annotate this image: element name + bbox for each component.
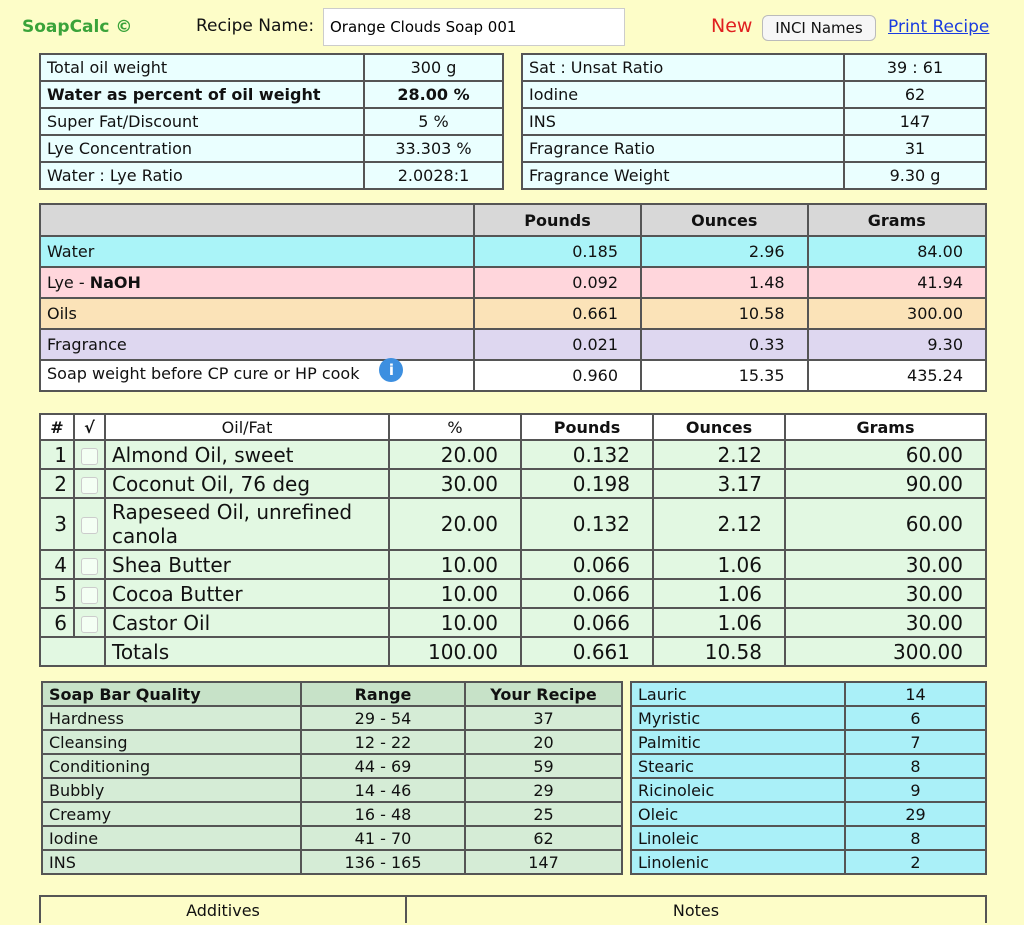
fatty-acid-value: 14 xyxy=(845,682,986,706)
weights-header-row xyxy=(40,204,986,236)
stat-label: Total oil weight xyxy=(40,54,364,81)
quality-row xyxy=(42,778,622,802)
soap-weight-label: Soap weight before CP cure or HP cook xyxy=(47,363,360,383)
oil-row xyxy=(40,579,986,608)
oil-ounces: 2.12 xyxy=(653,498,785,550)
oil-ounces: 2.12 xyxy=(653,440,785,469)
header-range: Range xyxy=(301,682,465,706)
soap-weight-row xyxy=(40,360,986,391)
row-label xyxy=(40,360,474,391)
oil-name xyxy=(105,498,389,550)
fatty-acid-name: Stearic xyxy=(631,754,845,778)
quality-row xyxy=(42,730,622,754)
notes-header: Notes xyxy=(406,896,986,923)
oil-pct: 10.00 xyxy=(389,550,521,579)
totals-row xyxy=(40,637,986,666)
totals-grams: 300.00 xyxy=(785,637,986,666)
oil-grams: 30.00 xyxy=(785,579,986,608)
stat-value: 28.00 % xyxy=(364,81,503,108)
oil-pounds: 0.198 xyxy=(521,469,653,498)
oil-check[interactable] xyxy=(74,498,105,550)
oil-checkbox[interactable] xyxy=(81,587,98,604)
stat-row xyxy=(40,54,503,81)
row-label xyxy=(40,267,474,298)
quality-row xyxy=(42,706,622,730)
oil-num: 2 xyxy=(40,469,74,498)
oils-row xyxy=(40,298,986,329)
oil-pct: 30.00 xyxy=(389,469,521,498)
additives-header: Additives xyxy=(40,896,406,923)
lye-type: NaOH xyxy=(89,273,141,292)
stat-value: 2.0028:1 xyxy=(364,162,503,189)
oil-name-line2: canola xyxy=(112,524,178,548)
stat-row xyxy=(522,81,986,108)
oil-grams: 30.00 xyxy=(785,608,986,637)
oil-row xyxy=(40,469,986,498)
quality-name: INS xyxy=(42,850,301,874)
quality-row xyxy=(42,802,622,826)
oil-pct: 20.00 xyxy=(389,498,521,550)
fatty-acid-value: 8 xyxy=(845,754,986,778)
quality-range: 16 - 48 xyxy=(301,802,465,826)
fatty-acid-value: 2 xyxy=(845,850,986,874)
ounces-value: 1.48 xyxy=(641,267,808,298)
oil-num: 6 xyxy=(40,608,74,637)
soap-quality-table xyxy=(41,681,623,875)
stat-label: INS xyxy=(522,108,844,135)
grams-value: 41.94 xyxy=(808,267,986,298)
totals-ounces: 10.58 xyxy=(653,637,785,666)
oil-num: 3 xyxy=(40,498,74,550)
oil-pounds: 0.066 xyxy=(521,579,653,608)
fatty-acid-value: 6 xyxy=(845,706,986,730)
quality-name: Conditioning xyxy=(42,754,301,778)
fatty-acid-table xyxy=(630,681,987,875)
header-quality: Soap Bar Quality xyxy=(42,682,301,706)
ounces-value: 0.33 xyxy=(641,329,808,360)
oil-row xyxy=(40,498,986,550)
fatty-acid-row xyxy=(631,778,986,802)
oil-name: Almond Oil, sweet xyxy=(105,440,389,469)
quality-name: Hardness xyxy=(42,706,301,730)
header-your-recipe: Your Recipe xyxy=(465,682,622,706)
additives-notes-table xyxy=(39,895,987,923)
oil-name: Cocoa Butter xyxy=(105,579,389,608)
fatty-acid-row xyxy=(631,682,986,706)
stat-label: Fragrance Ratio xyxy=(522,135,844,162)
header-pounds: Pounds xyxy=(521,414,653,440)
totals-pct: 100.00 xyxy=(389,637,521,666)
stat-row xyxy=(522,108,986,135)
stat-row xyxy=(522,135,986,162)
fatty-acid-name: Myristic xyxy=(631,706,845,730)
recipe-name-label: Recipe Name: xyxy=(196,16,315,36)
pounds-value: 0.960 xyxy=(474,360,641,391)
quality-range: 14 - 46 xyxy=(301,778,465,802)
stat-label: Lye Concentration xyxy=(40,135,364,162)
pounds-value: 0.185 xyxy=(474,236,641,267)
stat-value: 5 % xyxy=(364,108,503,135)
oil-name: Coconut Oil, 76 deg xyxy=(105,469,389,498)
fatty-acid-name: Oleic xyxy=(631,802,845,826)
fatty-acid-name: Ricinoleic xyxy=(631,778,845,802)
oil-grams: 60.00 xyxy=(785,498,986,550)
stat-row xyxy=(40,162,503,189)
quality-value: 20 xyxy=(465,730,622,754)
oil-grams: 90.00 xyxy=(785,469,986,498)
oil-num: 1 xyxy=(40,440,74,469)
quality-range: 44 - 69 xyxy=(301,754,465,778)
quality-row xyxy=(42,826,622,850)
stat-value: 33.303 % xyxy=(364,135,503,162)
oil-checkbox[interactable] xyxy=(81,616,98,633)
pounds-value: 0.092 xyxy=(474,267,641,298)
oil-name: Castor Oil xyxy=(105,608,389,637)
ounces-value: 15.35 xyxy=(641,360,808,391)
fatty-acid-row xyxy=(631,730,986,754)
lye-row xyxy=(40,267,986,298)
oil-ounces: 1.06 xyxy=(653,579,785,608)
oil-row xyxy=(40,550,986,579)
new-link[interactable]: New xyxy=(711,15,753,37)
header-num: # xyxy=(40,414,74,440)
grams-value: 435.24 xyxy=(808,360,986,391)
oil-check[interactable] xyxy=(74,440,105,469)
oil-num: 5 xyxy=(40,579,74,608)
stat-value: 300 g xyxy=(364,54,503,81)
oils-table xyxy=(39,413,987,667)
quality-name: Bubbly xyxy=(42,778,301,802)
recipe-properties-table xyxy=(521,53,987,190)
quality-name: Creamy xyxy=(42,802,301,826)
header-check: √ xyxy=(74,414,105,440)
oil-pounds: 0.066 xyxy=(521,550,653,579)
quality-row xyxy=(42,850,622,874)
oils-header-row xyxy=(40,414,986,440)
stat-row xyxy=(40,108,503,135)
oil-grams: 60.00 xyxy=(785,440,986,469)
quality-value: 147 xyxy=(465,850,622,874)
quality-row xyxy=(42,754,622,778)
quality-header-row xyxy=(42,682,622,706)
header-pct: % xyxy=(389,414,521,440)
totals-blank xyxy=(40,637,105,666)
weights-table xyxy=(39,203,987,392)
additives-header-row xyxy=(40,896,986,923)
lye-label: Lye - xyxy=(47,273,90,292)
fatty-acid-value: 8 xyxy=(845,826,986,850)
quality-value: 29 xyxy=(465,778,622,802)
fatty-acid-name: Palmitic xyxy=(631,730,845,754)
oil-checkbox[interactable] xyxy=(81,517,98,534)
fatty-acid-row xyxy=(631,754,986,778)
stat-label: Fragrance Weight xyxy=(522,162,844,189)
header-grams: Grams xyxy=(808,204,986,236)
stat-value: 147 xyxy=(844,108,986,135)
stat-value: 39 : 61 xyxy=(844,54,986,81)
stat-value: 31 xyxy=(844,135,986,162)
oil-check[interactable] xyxy=(74,579,105,608)
pounds-value: 0.021 xyxy=(474,329,641,360)
quality-value: 37 xyxy=(465,706,622,730)
stat-label: Water as percent of oil weight xyxy=(40,81,364,108)
oil-checkbox[interactable] xyxy=(81,558,98,575)
quality-value: 62 xyxy=(465,826,622,850)
fatty-acid-name: Linolenic xyxy=(631,850,845,874)
oil-check[interactable] xyxy=(74,550,105,579)
fatty-acid-value: 7 xyxy=(845,730,986,754)
weights-header-blank xyxy=(40,204,474,236)
header-grams: Grams xyxy=(785,414,986,440)
oil-ounces: 3.17 xyxy=(653,469,785,498)
recipe-name-input[interactable] xyxy=(323,8,625,46)
quality-name: Cleansing xyxy=(42,730,301,754)
quality-range: 136 - 165 xyxy=(301,850,465,874)
stat-label: Super Fat/Discount xyxy=(40,108,364,135)
row-label: Fragrance xyxy=(40,329,474,360)
header-ounces: Ounces xyxy=(641,204,808,236)
quality-name: Iodine xyxy=(42,826,301,850)
pounds-value: 0.661 xyxy=(474,298,641,329)
oil-pct: 10.00 xyxy=(389,608,521,637)
oil-checkbox[interactable] xyxy=(81,477,98,494)
ounces-value: 10.58 xyxy=(641,298,808,329)
fatty-acid-name: Lauric xyxy=(631,682,845,706)
oil-pounds: 0.132 xyxy=(521,440,653,469)
totals-label: Totals xyxy=(105,637,389,666)
fatty-acid-value: 29 xyxy=(845,802,986,826)
info-icon[interactable]: i xyxy=(379,358,403,382)
print-recipe-link[interactable]: Print Recipe xyxy=(888,17,990,37)
oil-pounds: 0.132 xyxy=(521,498,653,550)
header-oil: Oil/Fat xyxy=(105,414,389,440)
oil-pounds: 0.066 xyxy=(521,608,653,637)
stat-row xyxy=(40,135,503,162)
stat-row xyxy=(40,81,503,108)
stat-row xyxy=(522,162,986,189)
stat-value: 62 xyxy=(844,81,986,108)
grams-value: 9.30 xyxy=(808,329,986,360)
row-label: Oils xyxy=(40,298,474,329)
oil-checkbox[interactable] xyxy=(81,448,98,465)
oil-pct: 20.00 xyxy=(389,440,521,469)
ounces-value: 2.96 xyxy=(641,236,808,267)
quality-range: 41 - 70 xyxy=(301,826,465,850)
oil-num: 4 xyxy=(40,550,74,579)
quality-value: 25 xyxy=(465,802,622,826)
grams-value: 84.00 xyxy=(808,236,986,267)
oil-pct: 10.00 xyxy=(389,579,521,608)
fatty-acid-name: Linoleic xyxy=(631,826,845,850)
quality-range: 12 - 22 xyxy=(301,730,465,754)
quality-range: 29 - 54 xyxy=(301,706,465,730)
stat-label: Iodine xyxy=(522,81,844,108)
water-row xyxy=(40,236,986,267)
stat-row xyxy=(522,54,986,81)
header-pounds: Pounds xyxy=(474,204,641,236)
fragrance-row xyxy=(40,329,986,360)
oil-name: Shea Butter xyxy=(105,550,389,579)
stat-label: Sat : Unsat Ratio xyxy=(522,54,844,81)
stat-label: Water : Lye Ratio xyxy=(40,162,364,189)
fatty-acid-value: 9 xyxy=(845,778,986,802)
grams-value: 300.00 xyxy=(808,298,986,329)
oil-name-line1: Rapeseed Oil, unrefined xyxy=(112,500,353,524)
oil-row xyxy=(40,608,986,637)
oil-ounces: 1.06 xyxy=(653,550,785,579)
header-ounces: Ounces xyxy=(653,414,785,440)
inci-names-button[interactable]: INCI Names xyxy=(762,15,876,41)
fatty-acid-row xyxy=(631,706,986,730)
oil-grams: 30.00 xyxy=(785,550,986,579)
oil-row xyxy=(40,440,986,469)
recipe-stats-table xyxy=(39,53,504,190)
oil-ounces: 1.06 xyxy=(653,608,785,637)
app-title: SoapCalc © xyxy=(22,17,133,37)
quality-value: 59 xyxy=(465,754,622,778)
fatty-acid-row xyxy=(631,850,986,874)
totals-pounds: 0.661 xyxy=(521,637,653,666)
stat-value: 9.30 g xyxy=(844,162,986,189)
oil-check[interactable] xyxy=(74,608,105,637)
fatty-acid-row xyxy=(631,826,986,850)
row-label: Water xyxy=(40,236,474,267)
fatty-acid-row xyxy=(631,802,986,826)
oil-check[interactable] xyxy=(74,469,105,498)
